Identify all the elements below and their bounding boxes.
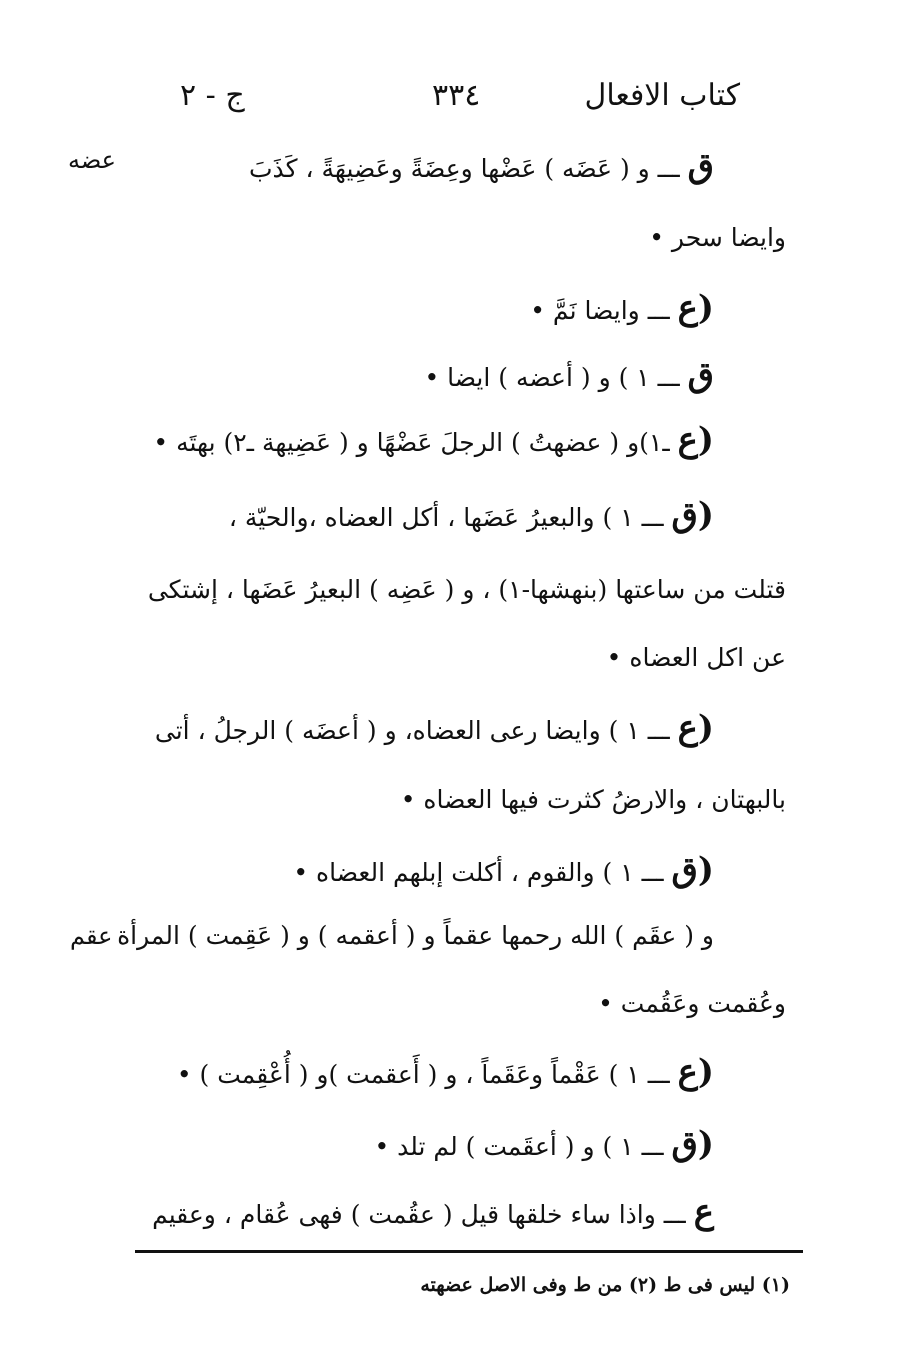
text-line <box>153 420 714 463</box>
text-line <box>598 984 786 1024</box>
entry-marker: ق <box>687 355 714 395</box>
entry-marker: ق <box>687 146 714 186</box>
text-line <box>607 638 786 678</box>
text-line <box>152 1192 714 1235</box>
text-line <box>155 708 714 751</box>
entry-marker: (ق <box>671 1124 714 1164</box>
line-text: ـــ ١ ) عَقْماً وعَقَماً ، و ( أَعقمت )و ( أُعْقِمت ) • <box>176 1060 670 1089</box>
line-text: ـــ و ( عَضَه ) عَضْها وعِضَةً وعَضِيهَةً ، كَذَبَ <box>249 154 680 183</box>
text-line <box>177 1052 714 1095</box>
line-text: ـــ واذا ساء خلقها قيل ( عقُمت ) فهى عُقام ، وعقيم <box>152 1200 686 1229</box>
line-text: ـ١)و ( عضهتُ ) الرجلَ عَضْهًا و ( عَضِيهة ـ٢) بهتَه • <box>153 428 670 457</box>
text-line <box>374 1124 714 1167</box>
entry-marker: (ق <box>671 495 714 535</box>
line-text: وعُقمت وعَقُمت • <box>598 989 786 1018</box>
margin-word: عضه <box>68 146 116 174</box>
text-line <box>293 850 714 893</box>
line-text: ـــ ١ ) و ( أعضه ) ايضا • <box>424 363 680 392</box>
footnote-divider <box>135 1250 803 1253</box>
entry-marker: (ع <box>677 420 714 460</box>
volume-label: ج - ٢ <box>180 78 245 113</box>
entry-marker: (ع <box>677 288 714 328</box>
text-line <box>530 288 714 331</box>
text-line <box>249 146 714 189</box>
footnote: (١) ليس فى ط (٢) من ط وفى الاصل عضهته <box>420 1274 790 1296</box>
line-text: ـــ وايضا نَمَّ • <box>530 296 670 325</box>
text-line <box>148 570 786 610</box>
line-text: ـــ ١ ) والقوم ، أكلت إبلهم العضاه • <box>293 858 664 887</box>
entry-marker: (ع <box>677 708 714 748</box>
book-title: كتاب الافعال <box>584 78 740 113</box>
page-number: ٣٣٤ <box>432 78 481 113</box>
line-text: وايضا سحر • <box>649 223 786 252</box>
line-text: و ( عقَم ) الله رحمها عقماً و ( أعقمه ) و ( عَقِمت ) المرأة <box>117 921 714 950</box>
line-text: ـــ ١ ) والبعيرُ عَضَها ، أكل العضاه ،والحيّة ، <box>228 503 664 532</box>
line-text: قتلت من ساعتها (بنهشها-١) ، و ( عَضِه ) البعيرُ عَضَها ، إشتكى <box>147 575 786 604</box>
line-text: بالبهتان ، والارضُ كثرت فيها العضاه • <box>400 785 786 814</box>
text-line <box>117 916 714 956</box>
line-text: ـــ ١ ) و ( أعقَمت ) لم تلد • <box>374 1132 664 1161</box>
text-line <box>401 780 786 820</box>
margin-word: عقم <box>70 922 113 950</box>
line-text: ـــ ١ ) وايضا رعى العضاه، و ( أعضَه ) الرجلُ ، أتى <box>154 716 670 745</box>
line-text: عن اكل العضاه • <box>606 643 786 672</box>
text-line <box>424 355 714 398</box>
entry-marker: ع <box>693 1192 714 1232</box>
entry-marker: (ق <box>671 850 714 890</box>
text-line <box>649 218 786 258</box>
entry-marker: (ع <box>677 1052 714 1092</box>
text-line <box>229 495 714 538</box>
